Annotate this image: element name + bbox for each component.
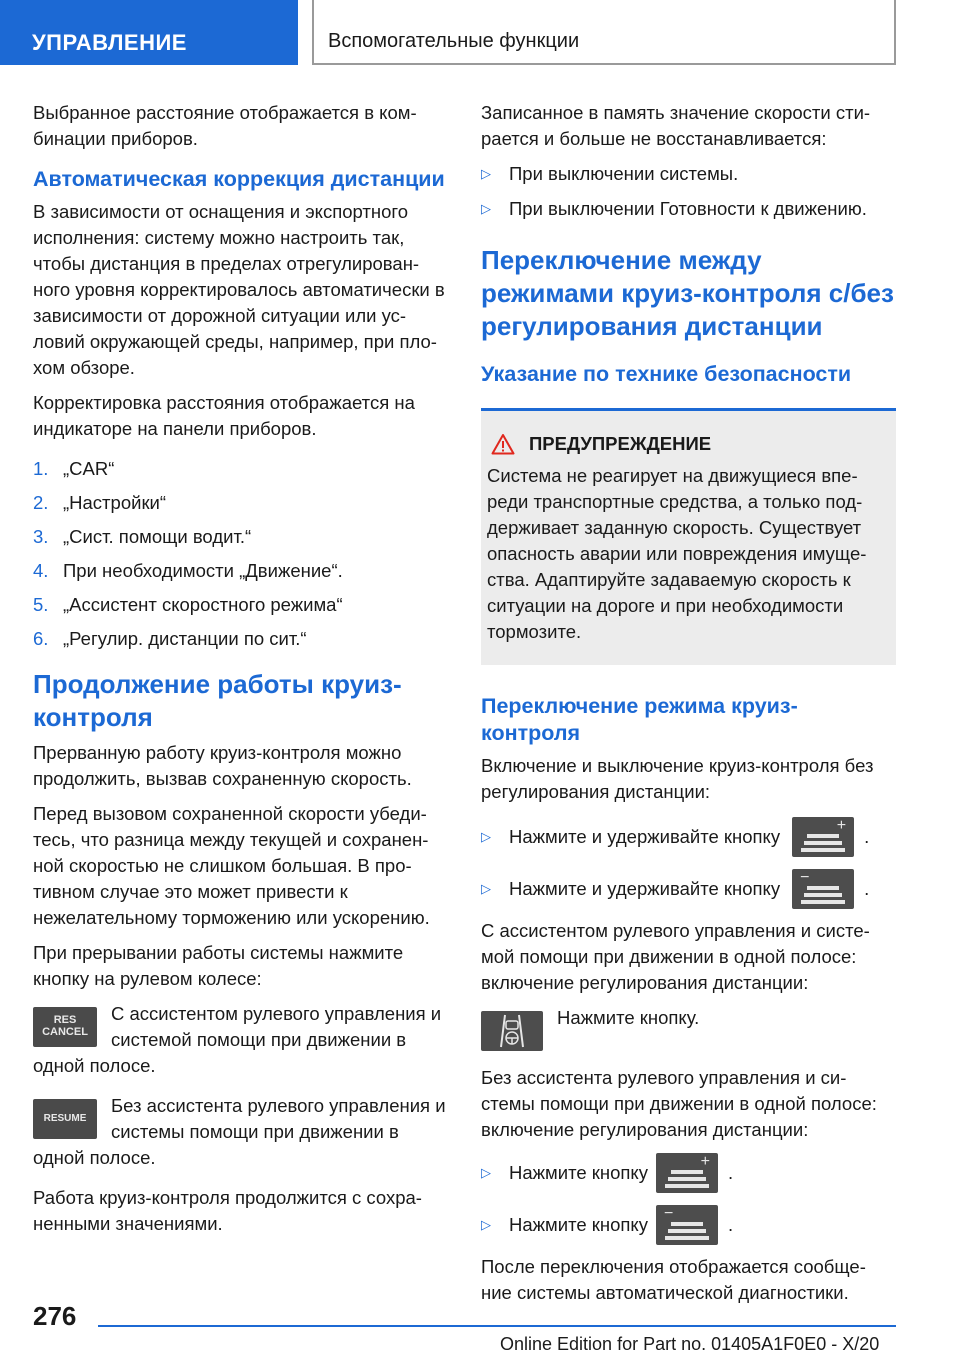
mode-paragraph-3: Без ассистента рулевого управления и си-стемы помощи при движении в одной полосе: включение регулирования дистанции: (481, 1067, 877, 1140)
step-number: 4. (33, 560, 49, 581)
warning-box (481, 408, 896, 665)
list-item (33, 592, 448, 618)
warning-title: ПРЕДУПРЕЖДЕНИЕ (529, 433, 712, 454)
header-section-title: УПРАВЛЕНИЕ (32, 30, 187, 55)
bullet-text: Нажмите и удерживайте кнопку (509, 878, 781, 899)
header-section-tab (0, 0, 298, 65)
list-item (481, 1153, 896, 1193)
minus-icon: − (800, 869, 810, 886)
period: . (727, 1162, 734, 1183)
step-text: „Настройки“ (63, 492, 167, 513)
heading-continue-cruise: Продолжение работы круиз-контроля (33, 669, 402, 732)
triangle-right-icon: ▷ (481, 1165, 491, 1180)
heading-auto-distance: Автоматическая коррекция дистанции (33, 167, 445, 191)
heading-mode-switch: Переключение режима круиз-контроля (481, 694, 798, 745)
period: . (727, 1214, 734, 1235)
distance-minus-button (656, 1205, 718, 1245)
header-chapter-box (312, 0, 896, 65)
mode-paragraph-2: С ассистентом рулевого управления и систе-мой помощи при движении в одной полосе: включение регулирования дистанции: (481, 920, 870, 993)
list-item (33, 490, 448, 516)
triangle-right-icon: ▷ (481, 1217, 491, 1232)
resume-row (33, 1093, 448, 1171)
auto-paragraph-1: В зависимости от оснащения и экспортного исполнения: систему можно настроить так, чтобы дистанция в пределах отрегулирован-ного уровня корректировалось автоматически в зависимости от дорожной ситуации или ус-ловий окружающей среды, например, при пло-хом обзоре. (33, 201, 445, 378)
plus-icon: + (836, 817, 847, 834)
steering-assist-button (481, 1011, 543, 1051)
cancel-label: CANCEL (42, 1026, 88, 1038)
bullet-text: Нажмите и удерживайте кнопку (509, 826, 781, 847)
list-item (33, 456, 448, 482)
warning-header (487, 431, 890, 457)
triangle-right-icon: ▷ (481, 829, 491, 844)
intro-paragraph: Выбранное расстояние отображается в ком-бинации приборов. (33, 102, 417, 149)
footer-divider (98, 1325, 896, 1327)
step-text: „Регулир. дистанции по сит.“ (63, 628, 307, 649)
warning-text: Система не реагирует на движущиеся впе-реди транспортные средства, а только под-держивает заданную скорость. Существует опасность аварии или повреждения имуще-ства. Адаптируйте задаваемую скорость к ситуации на дороге и при необходимости тормозите. (487, 465, 867, 642)
bullet-text: При выключении Готовности к движению. (509, 198, 867, 219)
list-item (33, 558, 448, 584)
continue-end-paragraph: Работа круиз-контроля продолжится с сохра-ненными значениями. (33, 1187, 422, 1234)
step-number: 2. (33, 492, 49, 513)
list-item (481, 196, 896, 222)
res-cancel-row (33, 1001, 448, 1079)
step-number: 3. (33, 526, 49, 547)
period: . (864, 826, 870, 847)
resume-text: Без ассистента рулевого управления и системы помощи при движении в одной полосе. (33, 1095, 446, 1168)
res-cancel-text: С ассистентом рулевого управления и системой помощи при движении в одной полосе. (33, 1003, 442, 1076)
resume-button-image: RESUME (33, 1099, 97, 1139)
step-number: 6. (33, 628, 49, 649)
step-number: 1. (33, 458, 49, 479)
step-number: 5. (33, 594, 49, 615)
list-item (481, 817, 896, 857)
header-chapter-title: Вспомогательные функции (328, 30, 580, 52)
step-text: „Сист. помощи водит.“ (63, 526, 252, 547)
distance-minus-button (792, 869, 854, 909)
step-text: При необходимости „Движение“. (63, 560, 343, 581)
bullet-text: Нажмите кнопку (509, 1162, 648, 1183)
continue-paragraph-3: При прерывании работы системы нажмите кнопку на рулевом колесе: (33, 942, 404, 989)
steps-list (33, 456, 448, 652)
press-button-text: Нажмите кнопку. (557, 1007, 700, 1028)
continue-paragraph-1: Прерванную работу круиз-контроля можно продолжить, вызвав сохраненную скорость. (33, 742, 412, 789)
plus-icon: + (700, 1153, 710, 1170)
res-label: RES (53, 1014, 77, 1026)
footer-edition: Online Edition for Part no. 01405A1F0E0 - X/20 (500, 1334, 880, 1354)
list-item (33, 524, 448, 550)
page-number: 276 (33, 1301, 77, 1331)
erase-paragraph: Записанное в память значение скорости сти-рается и больше не восстанавливается: (481, 102, 871, 149)
distance-plus-button (656, 1153, 718, 1193)
auto-paragraph-2: Корректировка расстояния отображается на индикаторе на панели приборов. (33, 392, 415, 439)
list-item (481, 869, 896, 909)
distance-plus-button (792, 817, 854, 857)
steering-lane-icon (481, 1011, 543, 1051)
period: . (864, 878, 870, 899)
right-column (481, 100, 896, 1315)
triangle-right-icon: ▷ (481, 201, 491, 216)
heading-safety: Указание по технике безопасности (481, 362, 852, 386)
warning-triangle-icon (491, 433, 515, 455)
bullet-text: При выключении системы. (509, 163, 739, 184)
mode-paragraph-1: Включение и выключение круиз-контроля без регулирования дистанции: (481, 755, 874, 802)
list-item (481, 1205, 896, 1245)
assist-row (481, 1005, 896, 1055)
triangle-right-icon: ▷ (481, 881, 491, 896)
minus-icon: − (663, 1205, 674, 1222)
heading-switch-modes: Переключение между режимами круиз-контроля с/без регулирования дистанции (481, 245, 894, 341)
left-column (33, 100, 448, 1246)
res-cancel-button-image (33, 1007, 97, 1047)
mode-end-paragraph: После переключения отображается сообще-ние системы автоматической диагностики. (481, 1256, 866, 1303)
step-text: „CAR“ (63, 458, 115, 479)
list-item (481, 161, 896, 187)
triangle-right-icon: ▷ (481, 166, 491, 181)
list-item (33, 626, 448, 652)
step-text: „Ассистент скоростного режима“ (63, 594, 343, 615)
continue-paragraph-2: Перед вызовом сохраненной скорости убеди-тесь, что разница между текущей и сохранен-ной скоростью не слишком большая. В про-тивном случае это может привести к нежелательному торможению или ускорению. (33, 803, 430, 928)
bullet-text: Нажмите кнопку (509, 1214, 648, 1235)
